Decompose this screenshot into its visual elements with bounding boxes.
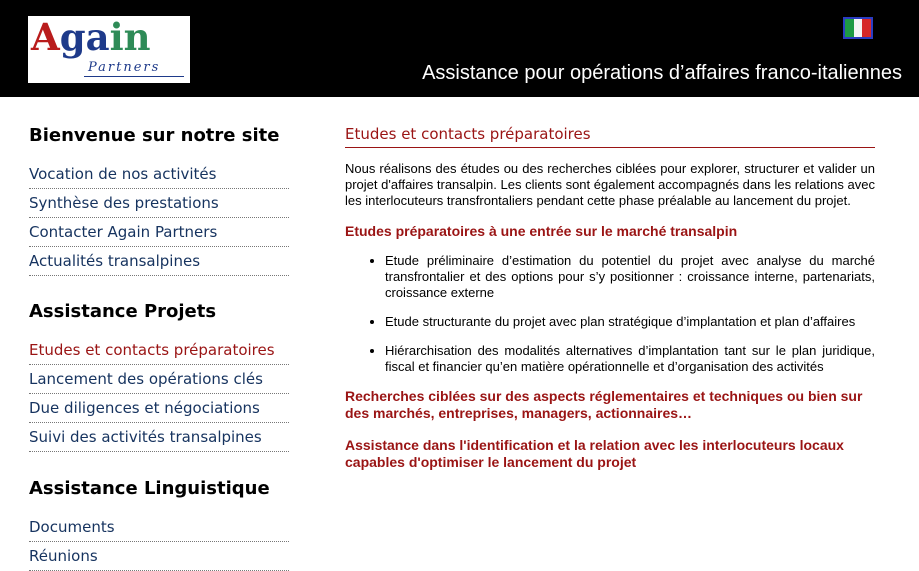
list-item: • Etude structurante du projet avec plan stratégique d’implantation et plan d’affaires [385,314,875,330]
nav-link-synthese[interactable]: Synthèse des prestations [29,190,289,218]
logo-letter-a: A [31,16,60,59]
flag-white [854,19,863,37]
site-logo[interactable] [28,16,190,83]
nav-link-actualites[interactable]: Actualités transalpines [29,248,289,276]
nav-link-suivi[interactable]: Suivi des activités transalpines [29,424,289,452]
site-header [0,0,919,97]
intro-paragraph: Nous réalisons des études ou des recherches ciblées pour explorer, structurer et valider un projet d'affaires transalpin. Les clients sont également accompagnés dans les relations avec les interlocuteurs transfrontaliers pendant cette phase préalable au lancement du projet. [345,161,875,208]
nav-link-due-diligences[interactable]: Due diligences et négociations [29,395,289,423]
logo-rule [84,76,184,77]
list-item: • Hiérarchisation des modalités alternatives d’implantation tant sur le plan juridique, fiscal et financier qu’en matière opérationnelle et d’organisation des activités [385,343,875,375]
italian-flag-icon[interactable] [843,17,873,39]
logo-letters-in: in [109,16,151,59]
nav-section-linguistique [29,477,289,571]
subheading-assistance: Assistance dans l'identification et la relation avec les interlocuteurs locaux capables d'optimiser le lancement du projet [345,437,844,470]
subheading-recherches: Recherches ciblées sur des aspects réglementaires et techniques ou bien sur des marchés, entreprises, managers, actionnaires… [345,388,863,421]
flag-green [845,19,854,37]
main-content [345,124,875,471]
nav-heading-linguistique: Assistance Linguistique [29,478,270,499]
nav-section-projets [29,300,289,452]
flag-red [862,19,871,37]
nav-link-documents[interactable]: Documents [29,514,289,542]
nav-heading-welcome: Bienvenue sur notre site [29,125,280,146]
list-item: • Etude préliminaire d’estimation du potentiel du projet avec analyse du marché transfrontalier et des options pour s’y positionner : croissance interne, partenariats, croissance externe [385,253,875,301]
nav-link-contact[interactable]: Contacter Again Partners [29,219,289,247]
sidebar-nav [29,124,289,571]
site-title: Assistance pour opérations d’affaires franco-italiennes [422,62,902,84]
subheading-etudes: Etudes préparatoires à une entrée sur le marché transalpin [345,223,738,239]
logo-subtitle: Partners [88,60,161,75]
nav-link-vocation[interactable]: Vocation de nos activités [29,161,289,189]
logo-wordmark [31,16,151,62]
page-title: Etudes et contacts préparatoires [345,124,875,148]
nav-link-reunions[interactable]: Réunions [29,543,289,571]
logo-letters-ga: ga [59,16,110,59]
nav-link-lancement[interactable]: Lancement des opérations clés [29,366,289,394]
nav-link-etudes[interactable]: Etudes et contacts préparatoires [29,337,289,365]
nav-section-welcome [29,124,289,276]
bullet-list [345,253,875,375]
nav-heading-projets: Assistance Projets [29,301,217,322]
